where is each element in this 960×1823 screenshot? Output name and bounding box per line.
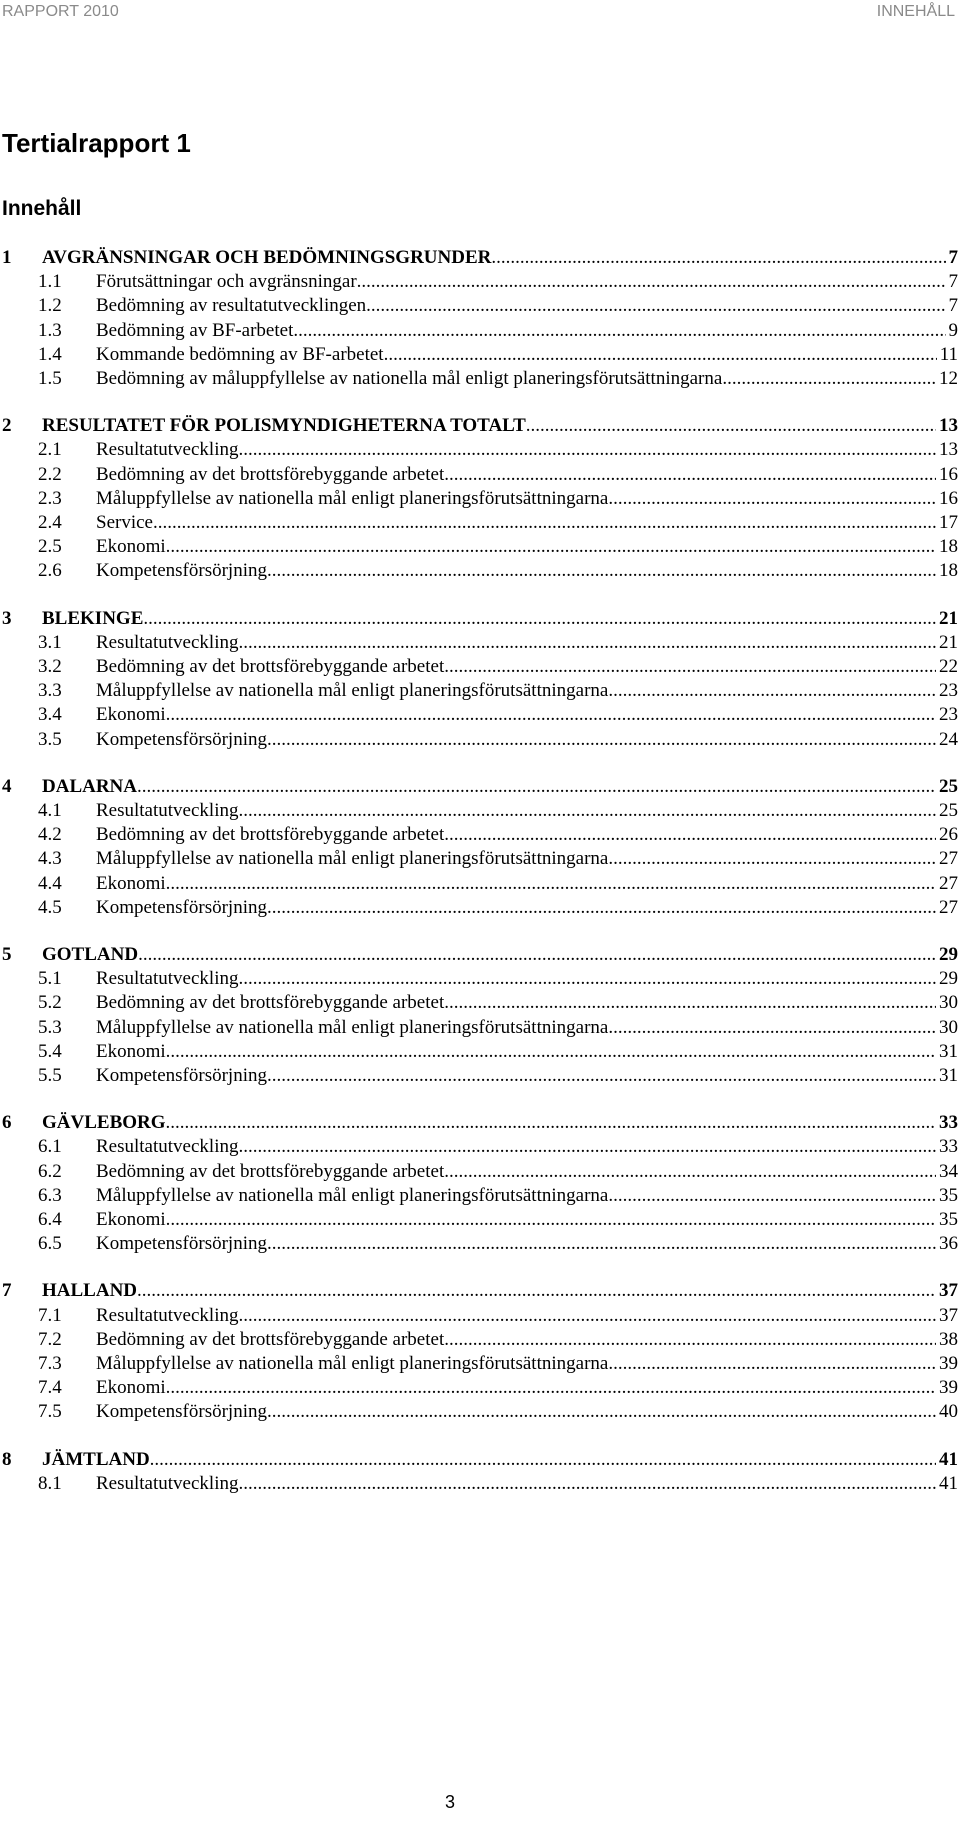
toc-entry-number: 2.3 [38, 488, 62, 509]
toc-section-entry[interactable] [0, 1208, 958, 1232]
toc-entry-number: 5.4 [38, 1041, 62, 1062]
toc-entry-page: 37 [939, 1305, 958, 1326]
toc-entry-title: BLEKINGE [42, 608, 144, 629]
toc-entry-page: 39 [939, 1377, 958, 1398]
toc-entry-number: 4.1 [38, 800, 62, 821]
toc-section-entry[interactable] [0, 294, 958, 318]
toc-entry-page: 17 [939, 512, 958, 533]
toc-dot-leader [166, 1208, 936, 1232]
toc-entry-title: Resultatutveckling [96, 1305, 239, 1326]
toc-entry-number: 5.2 [38, 992, 62, 1013]
toc-entry-number: 1 [2, 247, 12, 268]
toc-chapter-entry[interactable] [0, 607, 958, 631]
toc-dot-leader [722, 367, 936, 391]
toc-entry-page: 12 [939, 368, 958, 389]
toc-dot-leader [166, 1111, 936, 1135]
toc-entry-page: 25 [939, 800, 958, 821]
toc-entry-page: 11 [939, 344, 958, 365]
toc-dot-leader [238, 1472, 936, 1496]
toc-entry-page: 41 [939, 1449, 958, 1470]
toc-section-entry[interactable] [0, 1064, 958, 1088]
toc-entry-title: Ekonomi [96, 873, 166, 894]
toc-entry-number: 4.4 [38, 873, 62, 894]
toc-dot-leader [444, 1160, 936, 1184]
toc-entry-number: 4.5 [38, 897, 62, 918]
toc-entry-title: Kompetensförsörjning [96, 1065, 267, 1086]
toc-entry-title: Måluppfyllelse av nationella mål enligt planeringsförutsättningarna [96, 1353, 609, 1374]
toc-entry-title: Bedömning av det brottsförebyggande arbetet [96, 1329, 445, 1350]
toc-section-entry[interactable] [0, 1016, 958, 1040]
toc-dot-leader [238, 799, 936, 823]
toc-entry-page: 23 [939, 704, 958, 725]
toc-chapter-entry[interactable] [0, 1111, 958, 1135]
toc-entry-page: 37 [939, 1280, 958, 1301]
toc-entry-title: Resultatutveckling [96, 632, 239, 653]
toc-entry-number: 7.2 [38, 1329, 62, 1350]
toc-entry-title: Bedömning av det brottsförebyggande arbetet [96, 464, 445, 485]
toc-entry-title: Ekonomi [96, 1377, 166, 1398]
toc-entry-page: 29 [939, 968, 958, 989]
toc-entry-title: Kompetensförsörjning [96, 1401, 267, 1422]
toc-dot-leader [238, 967, 936, 991]
toc-entry-title: Bedömning av måluppfyllelse av nationella mål enligt planeringsförutsättningarna [96, 368, 723, 389]
toc-section-entry[interactable] [0, 1040, 958, 1064]
toc-entry-page: 27 [939, 897, 958, 918]
toc-entry-number: 6.4 [38, 1209, 62, 1230]
toc-section-entry[interactable] [0, 991, 958, 1015]
toc-entry-number: 1.1 [38, 271, 62, 292]
toc-entry-page: 35 [939, 1209, 958, 1230]
toc-entry-number: 1.3 [38, 320, 62, 341]
toc-heading: Innehåll [2, 197, 82, 220]
toc-chapter-entry[interactable] [0, 1448, 958, 1472]
toc-entry-number: 2.6 [38, 560, 62, 581]
toc-entry-page: 21 [939, 608, 958, 629]
toc-entry-page: 16 [939, 464, 958, 485]
toc-entry-title: Måluppfyllelse av nationella mål enligt planeringsförutsättningarna [96, 1017, 609, 1038]
toc-dot-leader [608, 847, 936, 871]
toc-entry-number: 2.2 [38, 464, 62, 485]
toc-dot-leader [238, 631, 936, 655]
toc-dot-leader [526, 414, 936, 438]
toc-entry-title: GOTLAND [42, 944, 139, 965]
toc-entry-title: Ekonomi [96, 1209, 166, 1230]
toc-section-entry[interactable] [0, 535, 958, 559]
toc-dot-leader [267, 1400, 936, 1424]
toc-entry-title: Resultatutveckling [96, 439, 239, 460]
toc-entry-number: 2.5 [38, 536, 62, 557]
toc-entry-number: 7.3 [38, 1353, 62, 1374]
toc-dot-leader [166, 703, 936, 727]
toc-dot-leader [608, 1352, 936, 1376]
toc-section-entry[interactable] [0, 438, 958, 462]
toc-section-entry[interactable] [0, 728, 958, 752]
toc-entry-title: Måluppfyllelse av nationella mål enligt planeringsförutsättningarna [96, 680, 609, 701]
toc-entry-page: 27 [939, 873, 958, 894]
toc-dot-leader [608, 679, 936, 703]
toc-entry-number: 4 [2, 776, 12, 797]
toc-entry-title: JÄMTLAND [42, 1449, 150, 1470]
toc-dot-leader [166, 1040, 936, 1064]
toc-entry-title: Resultatutveckling [96, 1473, 239, 1494]
toc-section-entry[interactable] [0, 1400, 958, 1424]
toc-entry-number: 6.3 [38, 1185, 62, 1206]
toc-section-entry[interactable] [0, 343, 958, 367]
toc-entry-number: 3.5 [38, 729, 62, 750]
toc-entry-page: 29 [939, 944, 958, 965]
toc-entry-title: Måluppfyllelse av nationella mål enligt planeringsförutsättningarna [96, 1185, 609, 1206]
toc-entry-number: 2 [2, 415, 12, 436]
toc-entry-title: Måluppfyllelse av nationella mål enligt planeringsförutsättningarna [96, 488, 609, 509]
toc-section-entry[interactable] [0, 847, 958, 871]
toc-dot-leader [137, 1279, 936, 1303]
toc-section-entry[interactable] [0, 463, 958, 487]
toc-dot-leader [267, 728, 936, 752]
toc-dot-leader [153, 511, 936, 535]
toc-entry-number: 8 [2, 1449, 12, 1470]
toc-entry-page: 39 [939, 1353, 958, 1374]
toc-section-entry[interactable] [0, 872, 958, 896]
toc-dot-leader [238, 438, 936, 462]
toc-entry-page: 7 [948, 271, 958, 292]
toc-chapter-entry[interactable] [0, 943, 958, 967]
toc-entry-page: 18 [939, 536, 958, 557]
toc-section-entry[interactable] [0, 655, 958, 679]
toc-entry-number: 3.2 [38, 656, 62, 677]
toc-entry-page: 18 [939, 560, 958, 581]
toc-entry-title: Service [96, 512, 153, 533]
toc-entry-number: 6.2 [38, 1161, 62, 1182]
toc-entry-page: 33 [939, 1112, 958, 1133]
toc-entry-number: 7.1 [38, 1305, 62, 1326]
toc-entry-number: 8.1 [38, 1473, 62, 1494]
toc-entry-page: 7 [948, 295, 958, 316]
toc-entry-page: 34 [939, 1161, 958, 1182]
toc-section-entry[interactable] [0, 1472, 958, 1496]
toc-entry-number: 6.5 [38, 1233, 62, 1254]
toc-dot-leader [267, 1232, 936, 1256]
toc-section-entry[interactable] [0, 823, 958, 847]
toc-dot-leader [137, 775, 936, 799]
toc-entry-title: Resultatutveckling [96, 800, 239, 821]
toc-entry-title: DALARNA [42, 776, 137, 797]
toc-entry-title: Förutsättningar och avgränsningar [96, 271, 357, 292]
toc-entry-number: 4.2 [38, 824, 62, 845]
toc-entry-title: Bedömning av det brottsförebyggande arbetet [96, 992, 445, 1013]
toc-entry-page: 27 [939, 848, 958, 869]
toc-entry-number: 6 [2, 1112, 12, 1133]
toc-entry-number: 7.4 [38, 1377, 62, 1398]
toc-entry-number: 4.3 [38, 848, 62, 869]
toc-entry-title: Kompetensförsörjning [96, 897, 267, 918]
toc-dot-leader [166, 535, 936, 559]
toc-section-entry[interactable] [0, 1160, 958, 1184]
toc-section-entry[interactable] [0, 631, 958, 655]
toc-entry-page: 33 [939, 1136, 958, 1157]
toc-entry-title: Kompetensförsörjning [96, 560, 267, 581]
toc-dot-leader [444, 1328, 936, 1352]
toc-entry-page: 30 [939, 992, 958, 1013]
toc-dot-leader [267, 896, 936, 920]
toc-dot-leader [357, 270, 946, 294]
toc-section-entry[interactable] [0, 487, 958, 511]
toc-dot-leader [138, 943, 936, 967]
toc-entry-number: 2.1 [38, 439, 62, 460]
toc-entry-title: Bedömning av det brottsförebyggande arbetet [96, 656, 445, 677]
toc-entry-number: 6.1 [38, 1136, 62, 1157]
toc-dot-leader [444, 655, 936, 679]
toc-section-entry[interactable] [0, 799, 958, 823]
toc-entry-title: AVGRÄNSNINGAR OCH BEDÖMNINGSGRUNDER [42, 247, 492, 268]
toc-dot-leader [444, 823, 936, 847]
toc-entry-page: 22 [939, 656, 958, 677]
toc-dot-leader [608, 1184, 936, 1208]
toc-section-entry[interactable] [0, 367, 958, 391]
toc-entry-page: 31 [939, 1065, 958, 1086]
toc-section-entry[interactable] [0, 559, 958, 583]
toc-dot-leader [444, 463, 936, 487]
toc-section-entry[interactable] [0, 967, 958, 991]
toc-dot-leader [238, 1304, 936, 1328]
toc-entry-page: 38 [939, 1329, 958, 1350]
toc-entry-page: 24 [939, 729, 958, 750]
toc-entry-title: Resultatutveckling [96, 968, 239, 989]
toc-dot-leader [150, 1448, 936, 1472]
toc-entry-title: Kommande bedömning av BF-arbetet [96, 344, 384, 365]
toc-entry-page: 16 [939, 488, 958, 509]
toc-dot-leader [293, 319, 945, 343]
toc-dot-leader [143, 607, 936, 631]
toc-entry-number: 1.4 [38, 344, 62, 365]
toc-entry-title: Ekonomi [96, 536, 166, 557]
toc-dot-leader [608, 487, 936, 511]
toc-entry-page: 13 [939, 439, 958, 460]
toc-section-entry[interactable] [0, 896, 958, 920]
toc-section-entry[interactable] [0, 679, 958, 703]
toc-dot-leader [366, 294, 945, 318]
toc-entry-title: Bedömning av det brottsförebyggande arbetet [96, 824, 445, 845]
toc-entry-number: 7.5 [38, 1401, 62, 1422]
toc-entry-title: HALLAND [42, 1280, 138, 1301]
toc-entry-number: 1.2 [38, 295, 62, 316]
toc-chapter-entry[interactable] [0, 1279, 958, 1303]
toc-dot-leader [444, 991, 936, 1015]
toc-entry-page: 30 [939, 1017, 958, 1038]
toc-entry-title: Måluppfyllelse av nationella mål enligt planeringsförutsättningarna [96, 848, 609, 869]
toc-entry-page: 31 [939, 1041, 958, 1062]
toc-section-entry[interactable] [0, 319, 958, 343]
toc-dot-leader [608, 1016, 936, 1040]
toc-entry-page: 41 [939, 1473, 958, 1494]
header-section-label: INNEHÅLL [876, 3, 955, 20]
toc-entry-title: Ekonomi [96, 704, 166, 725]
toc-entry-title: GÄVLEBORG [42, 1112, 166, 1133]
toc-section-entry[interactable] [0, 1135, 958, 1159]
toc-entry-number: 5 [2, 944, 12, 965]
toc-entry-page: 21 [939, 632, 958, 653]
header-report-label: RAPPORT 2010 [2, 3, 119, 20]
toc-section-entry[interactable] [0, 1304, 958, 1328]
toc-entry-number: 2.4 [38, 512, 62, 533]
document-title: Tertialrapport 1 [2, 128, 191, 158]
toc-dot-leader [267, 1064, 936, 1088]
toc-chapter-entry[interactable] [0, 775, 958, 799]
toc-entry-title: Bedömning av resultatutvecklingen [96, 295, 367, 316]
toc-entry-title: Bedömning av det brottsförebyggande arbetet [96, 1161, 445, 1182]
toc-section-entry[interactable] [0, 1376, 958, 1400]
toc-dot-leader [238, 1135, 936, 1159]
toc-entry-number: 5.1 [38, 968, 62, 989]
toc-entry-number: 1.5 [38, 368, 62, 389]
toc-entry-number: 3 [2, 608, 12, 629]
toc-entry-page: 40 [939, 1401, 958, 1422]
toc-dot-leader [384, 343, 937, 367]
toc-entry-page: 13 [939, 415, 958, 436]
toc-section-entry[interactable] [0, 703, 958, 727]
toc-section-entry[interactable] [0, 270, 958, 294]
toc-entry-page: 26 [939, 824, 958, 845]
toc-entry-number: 7 [2, 1280, 12, 1301]
toc-entry-page: 25 [939, 776, 958, 797]
toc-entry-number: 3.1 [38, 632, 62, 653]
toc-section-entry[interactable] [0, 511, 958, 535]
toc-dot-leader [166, 1376, 936, 1400]
toc-section-entry[interactable] [0, 1232, 958, 1256]
toc-entry-page: 23 [939, 680, 958, 701]
toc-section-entry[interactable] [0, 1184, 958, 1208]
toc-entry-title: Bedömning av BF-arbetet [96, 320, 294, 341]
toc-entry-number: 3.4 [38, 704, 62, 725]
toc-dot-leader [491, 246, 945, 270]
toc-entry-number: 5.3 [38, 1017, 62, 1038]
toc-dot-leader [166, 872, 936, 896]
toc-chapter-entry[interactable] [0, 414, 958, 438]
toc-dot-leader [267, 559, 936, 583]
toc-entry-title: Kompetensförsörjning [96, 1233, 267, 1254]
toc-entry-number: 3.3 [38, 680, 62, 701]
toc-chapter-entry[interactable] [0, 246, 958, 270]
page-number: 3 [444, 1792, 455, 1812]
toc-entry-page: 36 [939, 1233, 958, 1254]
toc-section-entry[interactable] [0, 1352, 958, 1376]
toc-entry-number: 5.5 [38, 1065, 62, 1086]
toc-entry-title: Ekonomi [96, 1041, 166, 1062]
toc-entry-page: 9 [948, 320, 958, 341]
toc-entry-title: Kompetensförsörjning [96, 729, 267, 750]
toc-entry-title: Resultatutveckling [96, 1136, 239, 1157]
toc-entry-page: 7 [948, 247, 958, 268]
toc-entry-page: 35 [939, 1185, 958, 1206]
toc-section-entry[interactable] [0, 1328, 958, 1352]
toc-entry-title: RESULTATET FÖR POLISMYNDIGHETERNA TOTALT [42, 415, 526, 436]
